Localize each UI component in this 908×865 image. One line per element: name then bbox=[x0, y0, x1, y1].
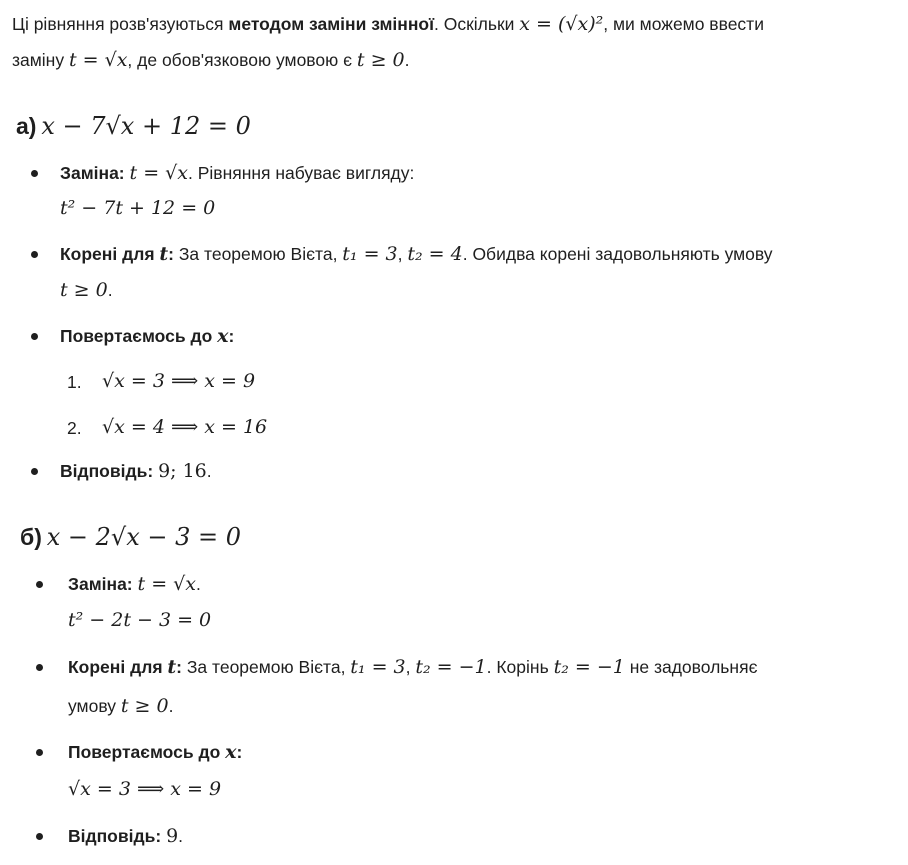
section-a-heading bbox=[16, 111, 251, 143]
list-item: √x = 4 ⟹ x = 16 bbox=[102, 416, 268, 438]
bullet bbox=[31, 333, 38, 340]
list-item-number: 1. bbox=[67, 372, 82, 392]
list-item: √x = 3 ⟹ x = 9 bbox=[102, 370, 256, 392]
method-name: методом заміни змінної bbox=[228, 14, 435, 34]
section-a-substitution: Заміна: t = √x. Рівняння набуває вигляду: bbox=[60, 162, 415, 184]
section-a-equation: x − 7√x + 12 = 0 bbox=[41, 112, 251, 140]
section-b-return-formula: √x = 3 ⟹ x = 9 bbox=[68, 778, 222, 800]
section-b-roots: Корені для t: За теоремою Вієта, t₁ = 3, t₂ = −1. Корінь t₂ = −1 не задовольняє bbox=[68, 656, 758, 678]
intro-formula-2: t = √x bbox=[68, 49, 128, 71]
section-a-roots-line-2: t ≥ 0. bbox=[60, 279, 113, 301]
section-a-answer: Відповідь: 9; 16. bbox=[60, 460, 212, 482]
section-b-label: б) bbox=[20, 524, 42, 550]
intro-formula-3: t ≥ 0 bbox=[356, 49, 405, 71]
intro-line-1: Ці рівняння розв'язуються методом заміни змінної. Оскільки x = (√x)², ми можемо ввести bbox=[12, 13, 764, 35]
section-b-answer: Відповідь: 9. bbox=[68, 825, 184, 847]
bullet bbox=[36, 664, 43, 671]
bullet bbox=[36, 749, 43, 756]
section-b-heading bbox=[20, 522, 241, 554]
section-b-equation: x − 2√x − 3 = 0 bbox=[46, 523, 242, 551]
bullet bbox=[31, 468, 38, 475]
section-b-substitution: Заміна: t = √x. bbox=[68, 573, 201, 595]
bullet bbox=[31, 251, 38, 258]
list-item-number: 2. bbox=[67, 418, 82, 438]
intro-formula-1: x = (√x)² bbox=[519, 13, 604, 35]
bullet bbox=[36, 581, 43, 588]
section-b-quadratic: t² − 2t − 3 = 0 bbox=[68, 609, 212, 631]
section-a-roots: Корені для t: За теоремою Вієта, t₁ = 3, t₂ = 4. Обидва корені задовольняють умову bbox=[60, 243, 773, 265]
bullet bbox=[36, 833, 43, 840]
section-a-quadratic: t² − 7t + 12 = 0 bbox=[60, 197, 216, 219]
intro-line-2: заміну t = √x, де обов'язковою умовою є t ≥ 0. bbox=[12, 49, 410, 71]
section-a-return: Повертаємось до x: bbox=[60, 325, 235, 347]
bullet bbox=[31, 170, 38, 177]
section-a-label: а) bbox=[16, 113, 37, 139]
section-b-roots-line-2: умову t ≥ 0. bbox=[68, 695, 174, 717]
section-b-return: Повертаємось до x: bbox=[68, 741, 243, 763]
